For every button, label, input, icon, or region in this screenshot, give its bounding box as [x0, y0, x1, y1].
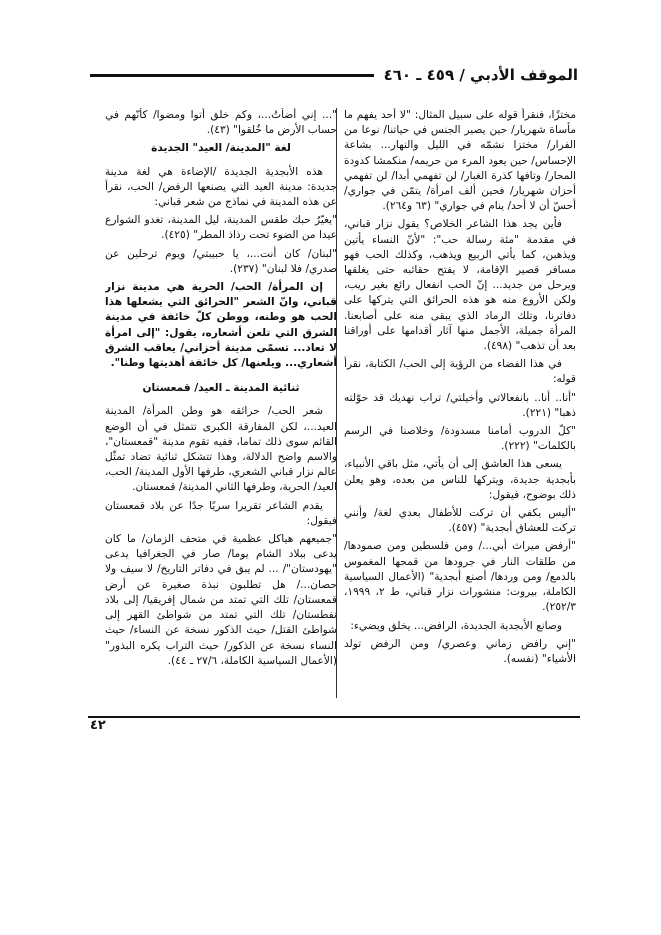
page-number: ٤٢: [90, 718, 106, 733]
section-heading: ثنائية المدينة ـ العيد/ قمعستان: [142, 382, 300, 395]
quote-item: "جميعهم هياكل عظمية في متحف الزمان/ ما كان يدعى ببلاد الشام يوما/ صار في الجغرافيا يدعى "يهودستان"/ ... لم يبق في دفاتر التاريخ/ لا سيف ولا حصان.../ هل تطلبون نبذة صغيرة عن أرض قمعستان/ تلك التي تمتد من شمال إفريقيا/ إلى بلاد نفطستان/ تلك التي تمتد من شواطئ القهر إلى شواطئ القتل/ حيث الذكور نسخة عن النساء/ حيث النساء نسخة عن الذكور/ حيث التراب يكره البذور" (الأعمال السياسية الكاملة، ٢٧/٦ ـ ٤٤).: [105, 533, 337, 667]
paragraph: وصانع الأبجدية الجديدة، الرافض... يخلق ويضيء:: [350, 619, 562, 632]
paragraph: مختزًا، فنقرأ قوله على سبيل المثال: "لا أحد يفهم ما مأساة شهريار/ حين يصير الجنس في حياتنا/ نوعا من الفرار/ مختزا نشمّه في الليل والنهار... بشاعة الإحساس/ حين يعود المرء من حريمه/ منكمشا كدودة المحار/ وتافها كذرة الغبار/ لن تفهمي أبدا/ لن تفهمي أحزان شهريار/ فحين ألف امرأة/ يتمّن في جواري/ أحسّ أن لا أحد/ ينام في جواري" (٦٣ و٢٦٤).: [344, 109, 576, 213]
quote-item: "يغيّرُ حبك طقس المدينة، ليل المدينة، تغدو الشوارع عيدا من الضوء تحت رذاذ المطر" (٤٢٥).: [105, 214, 337, 242]
running-header: [90, 62, 578, 88]
quote-item: "لبنان/ كان أنت...، يا حبيبتي/ ويوم ترحلين عن صدري/ فلا لبنان" (٢٣٧).: [105, 247, 337, 275]
paragraph: هذه الأبجدية الجديدة /الإضاءة هي لغة مدينة جديدة: مدينة العيد التي يصنعها الرفض/ الحب، نقرأ عن هذه المدينة في نماذج من شعر قباني:: [105, 165, 337, 209]
quote-item: "أنا.. أنا.. بانفعالاتي وأخيلتي/ تراب نهديك قد حوّلته ذهبا" (٢٢١).: [344, 391, 576, 419]
paragraph: شعر الحب/ حرائقه هو وطن المرأة/ المدينة العيد...، لكن المفارقة الكبرى تتمثل في أن الوضع القائم سوى ذلك تماما، ففيه تقوم مدينة "قمعستان"، والاسم واضح الدلالة، وهذا تتشكل ثنائية تضاد تمثّل عالم نزار قباني الشعري، طرفها الأول المدينة/ الحب، العيد/ الحرية، وطرفها الثاني المدينة/ قمعستان.: [105, 405, 337, 494]
header-rule: [90, 74, 374, 77]
quote-item: "أليس يكفي أن تركت للأطفال بعدي لغة/ وأنني تركت للعشاق أبجدية" (٤٥٧).: [344, 507, 576, 535]
right-column: [344, 108, 576, 706]
footer-rule: [88, 716, 580, 718]
paragraph: فأين يجد هذا الشاعر الخلاص؟ يقول نزار قباني، في مقدمة "مئة رسالة حب": "لأنّ النساء يأتين ويذهبن، كما يأتي الربيع ويذهب، وكذلك الحب فهو مسافر قصير الإقامة، لا يفتح حقائبه حتى يغلقها ويرحل من جديد... إنّ الحب انفعال رائع بغير ريب، ولكن الأروع منه هو هذه الحرائق التي يتركها على دفاترنا، وتلك الرماد الذي يبقى منه على أصابعنا. المرأة جميلة، الأجمل منها آثار أقدامها على أوراقنا بعد أن تذهب" (٤٩٨).: [344, 218, 576, 353]
paragraph: إن المرأة/ الحب/ الحرية هي مدينة نزار قباني، وانّ الشعر "الحرائق التي يشعلها هذا الحب هو وطنه، ووطن كلّ خائفة في مدينة الشرق التي تلعن أشعاره، يقول: "إلى امرأة لا تعاد... تسمّى مدينة أحزاني/ يعاقب الشرق أشعاري... ويلعنها/ كل خائفة أهديتها وطنا".: [105, 281, 337, 370]
quote-item: "كلّ الدروب أمامنا مسدودة/ وخلاصنا في الرسم بالكلمات" (٢٢٢).: [344, 425, 576, 453]
paragraph: يقدم الشاعر تقريرا سريًا جدًا عن بلاد قمعستان فيقول:: [105, 499, 337, 527]
left-column: [105, 108, 337, 706]
journal-issue-title: الموقف الأدبي / ٤٥٩ ـ ٤٦٠: [383, 66, 578, 84]
paragraph: في هذا الفضاء من الرؤية إلى الحب/ الكتابة، نقرأ قوله:: [344, 358, 576, 386]
section-heading: لغة "المدينة/ العيد" الجديدة: [151, 142, 291, 155]
quote-item: "... إني أضأتُ...، وكم خلق أتوا ومضوا/ كأنّهم في حساب الأرض ما خُلقوا" (٤٣).: [105, 109, 337, 137]
quote-item: "إني رافض زماني وعصري/ ومن الرفض تولد الأشياء" (نفسه).: [344, 637, 576, 665]
quote-item: "أرفض ميراث أبي.../ ومن فلسطين ومن صمودها/ من طلقات النار في جرودها من قمحها المغموس بالدمع/ ومن وردها/ أصنع أبجدية" (الأعمال السياسية الكاملة، بيروت: منشورات نزار قباني، ط ٢، ١٩٩٩، ٢٥٢/٣).: [344, 540, 576, 614]
paragraph: يسعى هذا العاشق إلى أن يأتي، مثل باقي الأنبياء، بأبجدية جديدة، ويتركها للناس من بعده، وهو يعلن ذلك بوضوح، فيقول:: [344, 458, 576, 501]
